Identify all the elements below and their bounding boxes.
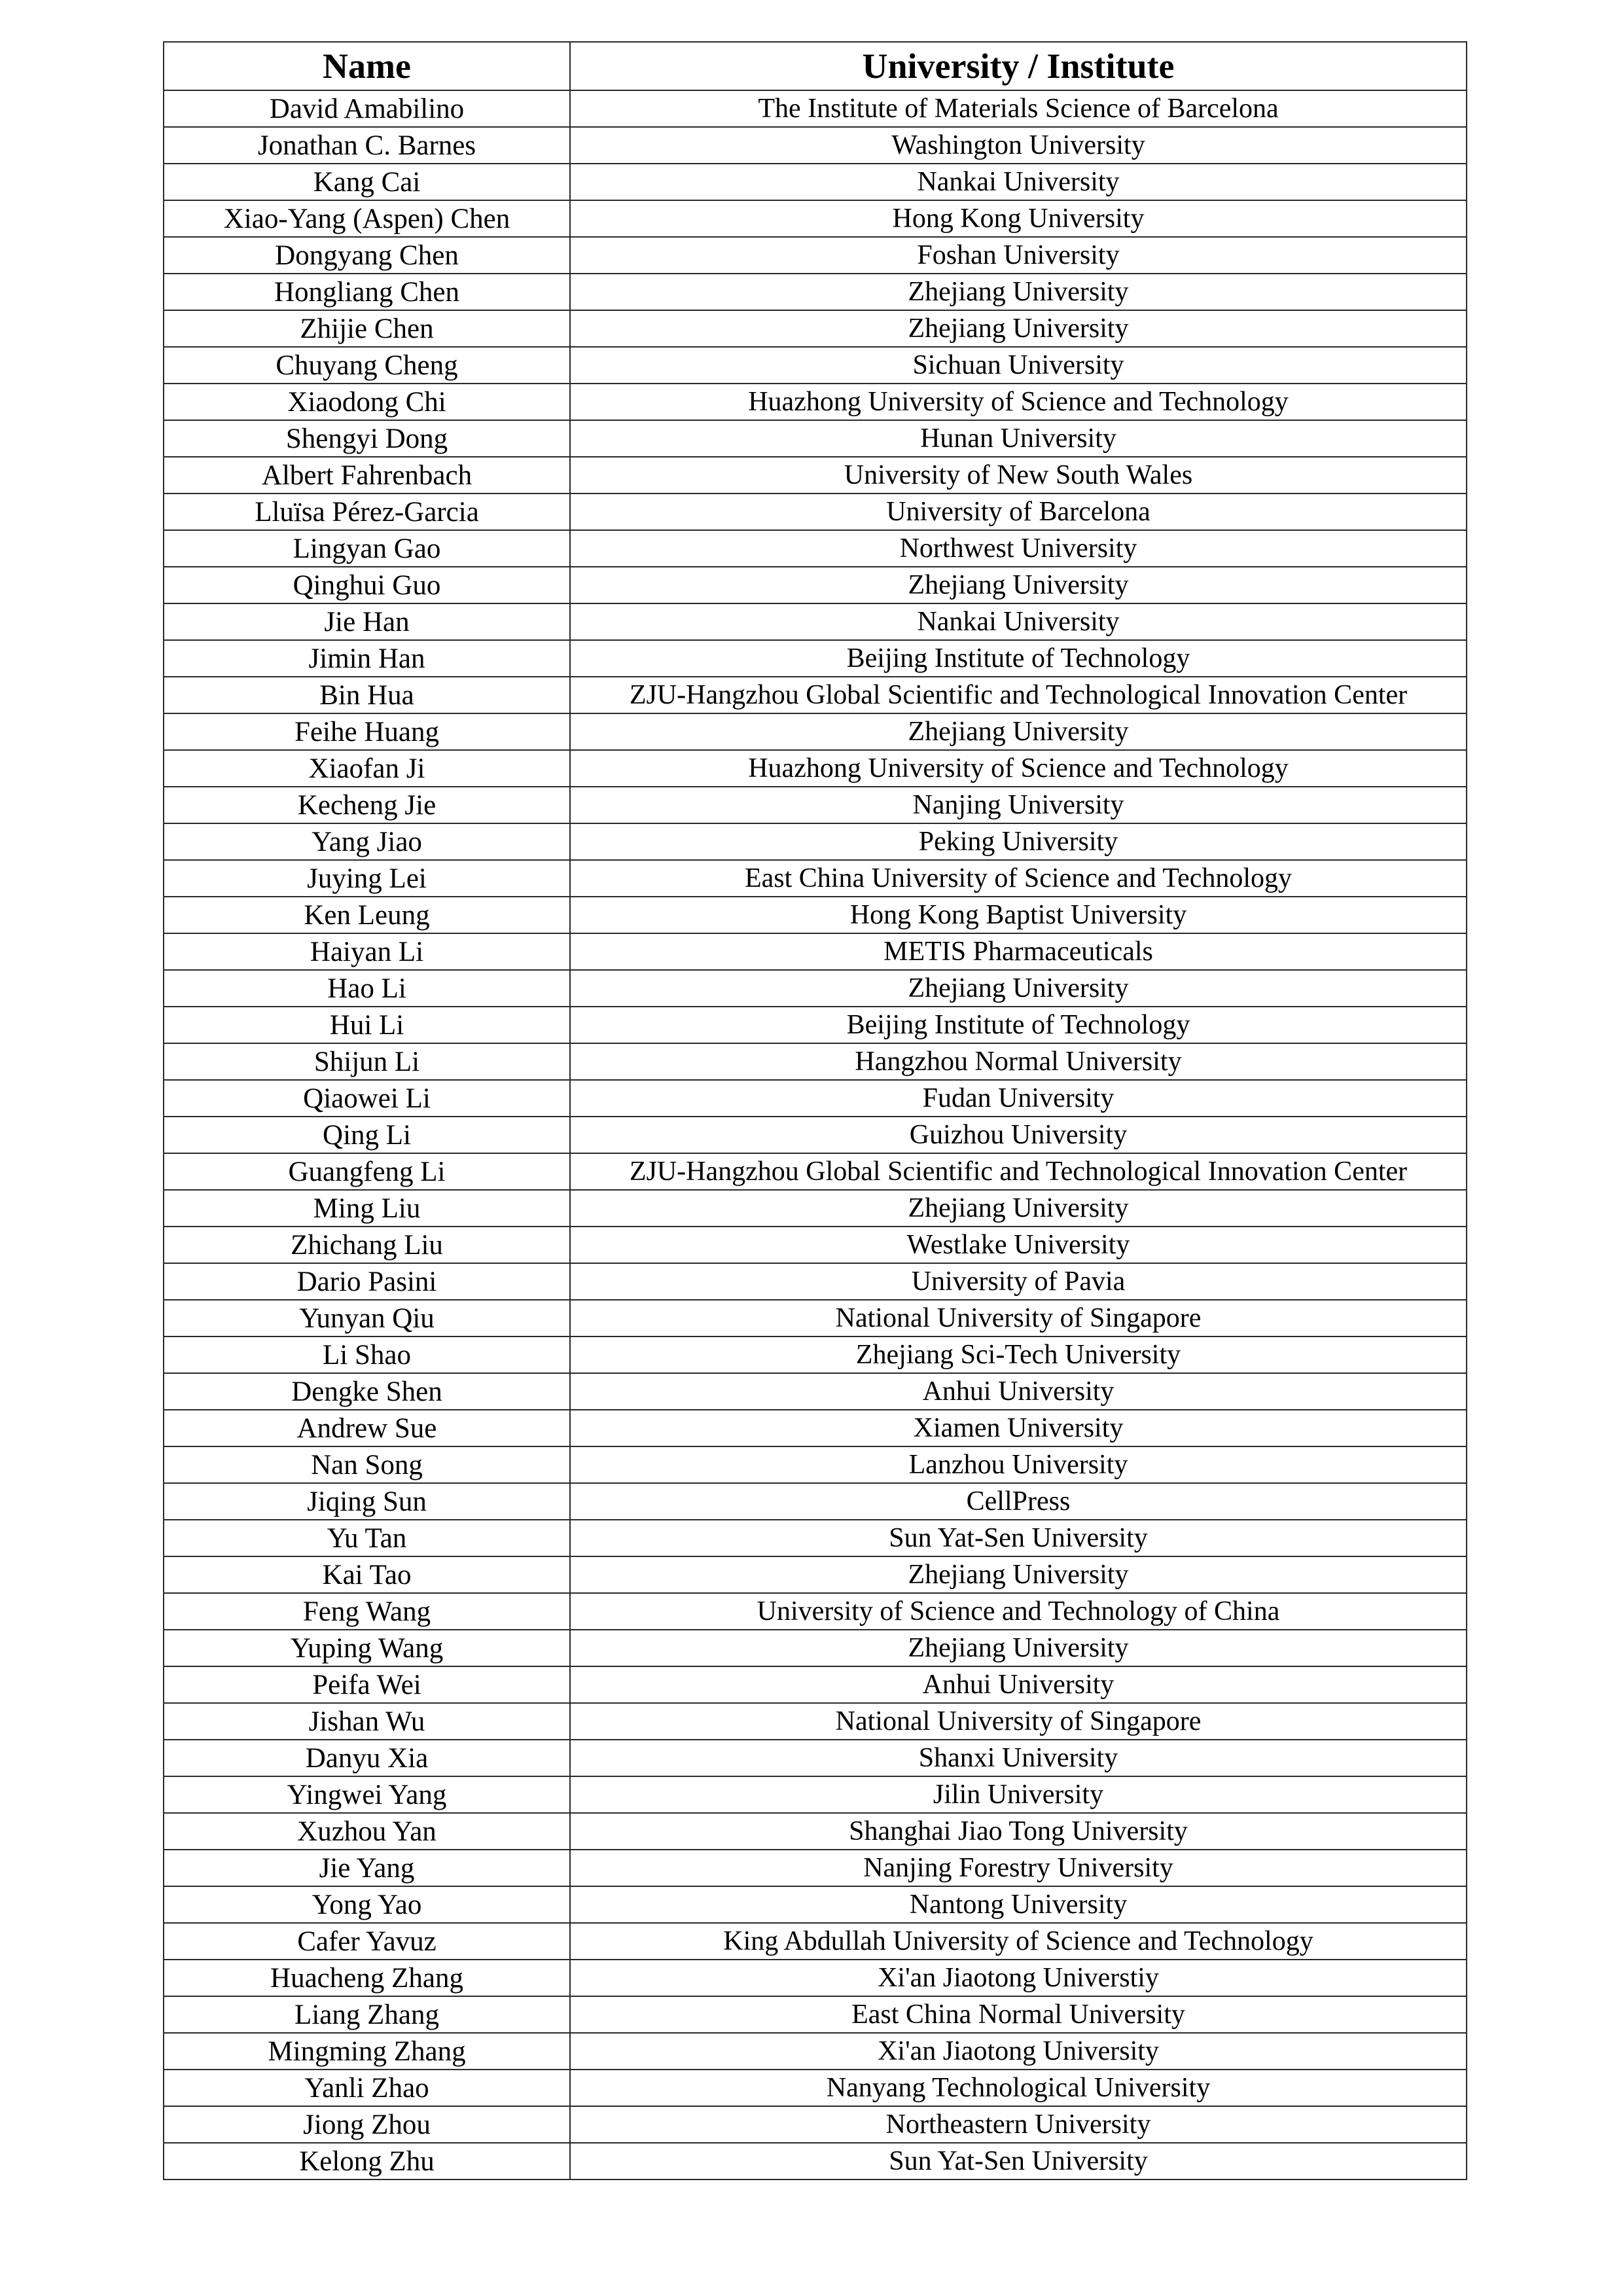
person-name-cell: Feihe Huang — [164, 713, 570, 750]
table-row — [164, 1007, 1467, 1043]
table-row — [164, 1227, 1467, 1263]
table-row — [164, 1996, 1467, 2033]
institute-cell: Zhejiang University — [570, 713, 1467, 750]
institute-cell: ZJU-Hangzhou Global Scientific and Technological Innovation Center — [570, 1153, 1467, 1190]
table-row — [164, 1556, 1467, 1593]
table-row — [164, 1080, 1467, 1117]
institute-cell: ZJU-Hangzhou Global Scientific and Technological Innovation Center — [570, 677, 1467, 713]
person-name-cell: Danyu Xia — [164, 1740, 570, 1776]
person-name-cell: Li Shao — [164, 1336, 570, 1373]
person-name-cell: Jimin Han — [164, 640, 570, 677]
person-name-cell: David Amabilino — [164, 90, 570, 127]
table-row — [164, 200, 1467, 237]
table-row — [164, 640, 1467, 677]
table-row — [164, 1886, 1467, 1923]
person-name-cell: Jiqing Sun — [164, 1483, 570, 1520]
institute-column-header: University / Institute — [570, 42, 1467, 90]
table-header — [164, 42, 1467, 90]
institute-cell: Sun Yat-Sen University — [570, 1520, 1467, 1556]
person-name-cell: Zhichang Liu — [164, 1227, 570, 1263]
person-name-cell: Jie Yang — [164, 1850, 570, 1886]
institute-cell: Anhui University — [570, 1666, 1467, 1703]
institute-cell: Xi'an Jiaotong University — [570, 2033, 1467, 2070]
table-row — [164, 493, 1467, 530]
table-row — [164, 237, 1467, 274]
table-row — [164, 127, 1467, 164]
institute-cell: Nanjing University — [570, 787, 1467, 823]
table-row — [164, 457, 1467, 493]
institute-cell: Zhejiang University — [570, 1630, 1467, 1666]
institute-cell: Zhejiang University — [570, 310, 1467, 347]
institute-cell: Zhejiang Sci-Tech University — [570, 1336, 1467, 1373]
person-name-cell: Xiaofan Ji — [164, 750, 570, 787]
person-name-cell: Dario Pasini — [164, 1263, 570, 1300]
table-row — [164, 1960, 1467, 1996]
table-row — [164, 2143, 1467, 2179]
institute-cell: Hong Kong University — [570, 200, 1467, 237]
table-row — [164, 677, 1467, 713]
table-row — [164, 933, 1467, 970]
institute-cell: Huazhong University of Science and Technology — [570, 750, 1467, 787]
table-row — [164, 2070, 1467, 2106]
table-row — [164, 1336, 1467, 1373]
person-name-cell: Jishan Wu — [164, 1703, 570, 1740]
person-name-cell: Kecheng Jie — [164, 787, 570, 823]
table-row — [164, 420, 1467, 457]
table-row — [164, 1483, 1467, 1520]
person-name-cell: Yunyan Qiu — [164, 1300, 570, 1336]
institute-cell: Westlake University — [570, 1227, 1467, 1263]
institute-cell: METIS Pharmaceuticals — [570, 933, 1467, 970]
header-row — [164, 42, 1467, 90]
table-row — [164, 310, 1467, 347]
person-name-cell: Ming Liu — [164, 1190, 570, 1227]
institute-cell: University of Science and Technology of China — [570, 1593, 1467, 1630]
institute-cell: Sichuan University — [570, 347, 1467, 384]
person-name-cell: Jonathan C. Barnes — [164, 127, 570, 164]
table-row — [164, 1190, 1467, 1227]
table-row — [164, 713, 1467, 750]
person-name-cell: Yuping Wang — [164, 1630, 570, 1666]
institute-cell: Hong Kong Baptist University — [570, 897, 1467, 933]
institute-cell: East China University of Science and Technology — [570, 860, 1467, 897]
institute-cell: Northwest University — [570, 530, 1467, 567]
person-name-cell: Yanli Zhao — [164, 2070, 570, 2106]
institute-cell: National University of Singapore — [570, 1703, 1467, 1740]
person-name-cell: Nan Song — [164, 1446, 570, 1483]
person-name-cell: Bin Hua — [164, 677, 570, 713]
institute-cell: Fudan University — [570, 1080, 1467, 1117]
table-row — [164, 530, 1467, 567]
table-row — [164, 787, 1467, 823]
person-name-cell: Juying Lei — [164, 860, 570, 897]
table-row — [164, 1776, 1467, 1813]
institute-cell: Zhejiang University — [570, 274, 1467, 310]
table-row — [164, 750, 1467, 787]
person-name-cell: Cafer Yavuz — [164, 1923, 570, 1960]
institute-cell: Shanxi University — [570, 1740, 1467, 1776]
person-name-cell: Haiyan Li — [164, 933, 570, 970]
person-name-cell: Kang Cai — [164, 164, 570, 200]
table-row — [164, 603, 1467, 640]
table-row — [164, 860, 1467, 897]
person-name-cell: Peifa Wei — [164, 1666, 570, 1703]
institute-cell: University of New South Wales — [570, 457, 1467, 493]
institute-cell: Hunan University — [570, 420, 1467, 457]
table-row — [164, 1520, 1467, 1556]
person-name-cell: Hao Li — [164, 970, 570, 1007]
person-name-cell: Hui Li — [164, 1007, 570, 1043]
table-row — [164, 1923, 1467, 1960]
institute-cell: Nanjing Forestry University — [570, 1850, 1467, 1886]
table-row — [164, 1153, 1467, 1190]
table-row — [164, 2106, 1467, 2143]
person-name-cell: Feng Wang — [164, 1593, 570, 1630]
name-column-header: Name — [164, 42, 570, 90]
person-name-cell: Ken Leung — [164, 897, 570, 933]
institute-cell: Foshan University — [570, 237, 1467, 274]
person-name-cell: Andrew Sue — [164, 1410, 570, 1446]
table-row — [164, 1410, 1467, 1446]
person-name-cell: Qiaowei Li — [164, 1080, 570, 1117]
person-name-cell: Shengyi Dong — [164, 420, 570, 457]
table-row — [164, 1263, 1467, 1300]
table-row — [164, 2033, 1467, 2070]
institute-cell: Peking University — [570, 823, 1467, 860]
institute-cell: King Abdullah University of Science and Technology — [570, 1923, 1467, 1960]
person-name-cell: Lluïsa Pérez-Garcia — [164, 493, 570, 530]
institute-cell: Huazhong University of Science and Technology — [570, 384, 1467, 420]
person-name-cell: Xuzhou Yan — [164, 1813, 570, 1850]
institute-cell: East China Normal University — [570, 1996, 1467, 2033]
institute-cell: Sun Yat-Sen University — [570, 2143, 1467, 2179]
person-name-cell: Jiong Zhou — [164, 2106, 570, 2143]
table-row — [164, 347, 1467, 384]
institute-cell: Hangzhou Normal University — [570, 1043, 1467, 1080]
institute-cell: Nankai University — [570, 603, 1467, 640]
institute-cell: Zhejiang University — [570, 1190, 1467, 1227]
person-name-cell: Qinghui Guo — [164, 567, 570, 603]
table-row — [164, 1043, 1467, 1080]
person-name-cell: Yang Jiao — [164, 823, 570, 860]
person-name-cell: Chuyang Cheng — [164, 347, 570, 384]
table-row — [164, 274, 1467, 310]
institute-cell: Beijing Institute of Technology — [570, 640, 1467, 677]
table-row — [164, 1117, 1467, 1153]
institute-cell: Nanyang Technological University — [570, 2070, 1467, 2106]
institute-cell: Lanzhou University — [570, 1446, 1467, 1483]
table-row — [164, 164, 1467, 200]
institute-cell: Shanghai Jiao Tong University — [570, 1813, 1467, 1850]
person-name-cell: Yingwei Yang — [164, 1776, 570, 1813]
person-name-cell: Mingming Zhang — [164, 2033, 570, 2070]
institute-cell: Jilin University — [570, 1776, 1467, 1813]
person-name-cell: Zhijie Chen — [164, 310, 570, 347]
table-row — [164, 90, 1467, 127]
table-row — [164, 1813, 1467, 1850]
person-name-cell: Huacheng Zhang — [164, 1960, 570, 1996]
institute-cell: Nankai University — [570, 164, 1467, 200]
institute-cell: Xi'an Jiaotong Universtiy — [570, 1960, 1467, 1996]
institute-cell: University of Barcelona — [570, 493, 1467, 530]
table-row — [164, 1740, 1467, 1776]
institute-cell: Zhejiang University — [570, 1556, 1467, 1593]
institute-cell: Washington University — [570, 127, 1467, 164]
table-row — [164, 1300, 1467, 1336]
institute-cell: Nantong University — [570, 1886, 1467, 1923]
institute-cell: Xiamen University — [570, 1410, 1467, 1446]
institute-cell: National University of Singapore — [570, 1300, 1467, 1336]
attendee-table — [163, 41, 1467, 2180]
person-name-cell: Lingyan Gao — [164, 530, 570, 567]
person-name-cell: Jie Han — [164, 603, 570, 640]
person-name-cell: Liang Zhang — [164, 1996, 570, 2033]
table-row — [164, 567, 1467, 603]
institute-cell: Anhui University — [570, 1373, 1467, 1410]
table-row — [164, 1850, 1467, 1886]
person-name-cell: Qing Li — [164, 1117, 570, 1153]
table-row — [164, 1373, 1467, 1410]
institute-cell: The Institute of Materials Science of Barcelona — [570, 90, 1467, 127]
institute-cell: Northeastern University — [570, 2106, 1467, 2143]
table-row — [164, 1593, 1467, 1630]
table-row — [164, 1446, 1467, 1483]
table-row — [164, 970, 1467, 1007]
institute-cell: University of Pavia — [570, 1263, 1467, 1300]
person-name-cell: Shijun Li — [164, 1043, 570, 1080]
person-name-cell: Yu Tan — [164, 1520, 570, 1556]
person-name-cell: Kai Tao — [164, 1556, 570, 1593]
person-name-cell: Kelong Zhu — [164, 2143, 570, 2179]
table-row — [164, 897, 1467, 933]
table-row — [164, 384, 1467, 420]
table-row — [164, 1666, 1467, 1703]
person-name-cell: Xiao-Yang (Aspen) Chen — [164, 200, 570, 237]
table-body — [164, 90, 1467, 2179]
institute-cell: Beijing Institute of Technology — [570, 1007, 1467, 1043]
table-row — [164, 1703, 1467, 1740]
person-name-cell: Albert Fahrenbach — [164, 457, 570, 493]
person-name-cell: Dengke Shen — [164, 1373, 570, 1410]
person-name-cell: Yong Yao — [164, 1886, 570, 1923]
institute-cell: Zhejiang University — [570, 970, 1467, 1007]
institute-cell: Zhejiang University — [570, 567, 1467, 603]
table-row — [164, 1630, 1467, 1666]
institute-cell: CellPress — [570, 1483, 1467, 1520]
person-name-cell: Xiaodong Chi — [164, 384, 570, 420]
institute-cell: Guizhou University — [570, 1117, 1467, 1153]
person-name-cell: Dongyang Chen — [164, 237, 570, 274]
person-name-cell: Guangfeng Li — [164, 1153, 570, 1190]
person-name-cell: Hongliang Chen — [164, 274, 570, 310]
table-row — [164, 823, 1467, 860]
